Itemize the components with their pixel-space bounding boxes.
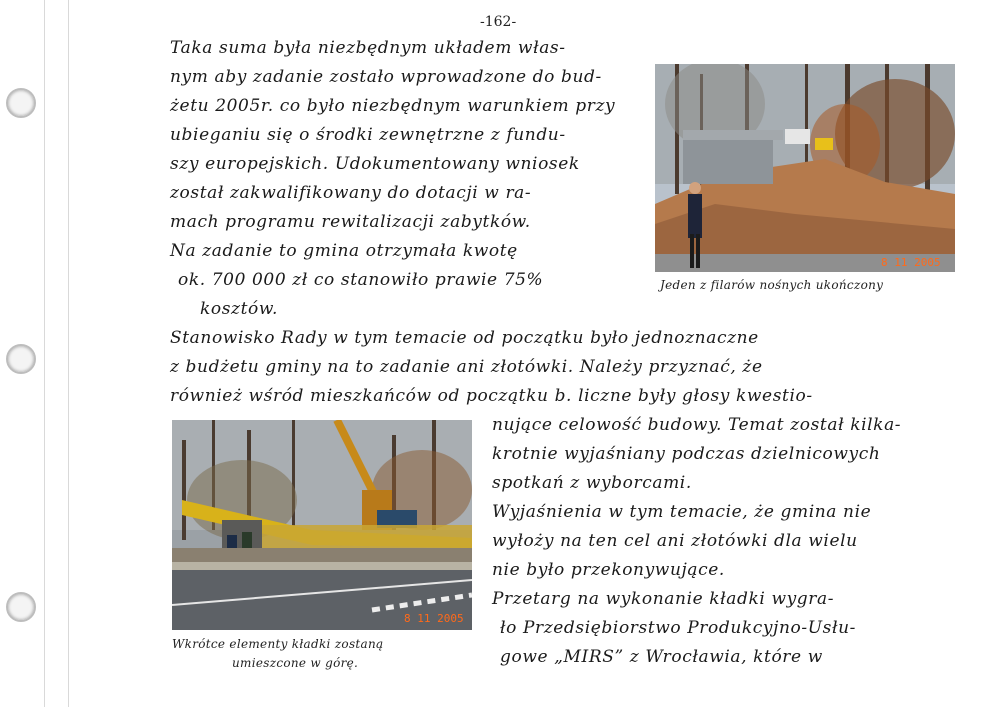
photo-bridge-pillar — [655, 64, 955, 272]
text-line: mach programu rewitalizacji zabytków. — [170, 212, 531, 232]
text-line: wyłoży na ten cel ani złotówki dla wielu — [492, 531, 858, 551]
text-line: nym aby zadanie zostało wprowadzone do bud- — [170, 67, 602, 87]
text-line: został zakwalifikowany do dotacji w ra- — [170, 183, 532, 203]
binder-hole — [6, 592, 36, 622]
text-line: ło Przedsiębiorstwo Produkcyjno-Usłu- — [500, 618, 856, 638]
text-line: Na zadanie to gmina otrzymała kwotę — [170, 241, 518, 261]
date-stamp: 8 11 2005 — [404, 612, 464, 625]
text-line: krotnie wyjaśniany podczas dzielnicowych — [492, 444, 881, 464]
text-line: szy europejskich. Udokumentowany wniosek — [170, 154, 580, 174]
text-line: gowe „MIRS” z Wrocławia, które w — [500, 647, 823, 667]
binder-hole — [6, 88, 36, 118]
margin-rule — [68, 0, 69, 707]
text-line: ubieganiu się o środki zewnętrzne z fundu- — [170, 125, 566, 145]
text-line: nujące celowość budowy. Temat został kilka- — [492, 415, 902, 435]
photo-caption: Wkrótce elementy kładki zostaną — [172, 637, 384, 651]
text-line: również wśród mieszkańców od początku b. liczne były głosy kwestio- — [170, 386, 813, 406]
text-line: Wyjaśnienia w tym temacie, że gmina nie — [492, 502, 872, 522]
text-line: z budżetu gminy na to zadanie ani złotówki. Należy przyznać, że — [170, 357, 763, 377]
photo-bridge-construction — [172, 420, 472, 630]
text-line: spotkań z wyborcami. — [492, 473, 692, 493]
date-stamp: 8 11 2005 — [881, 256, 941, 269]
text-line: Przetarg na wykonanie kładki wygra- — [492, 589, 835, 609]
photo-caption: Jeden z filarów nośnych ukończony — [660, 278, 884, 292]
text-line: ok. 700 000 zł co stanowiło prawie 75% — [178, 270, 544, 290]
margin-rule — [44, 0, 45, 707]
page-number: -162- — [480, 14, 517, 30]
text-line: żetu 2005r. co było niezbędnym warunkiem przy — [170, 96, 616, 116]
binder-hole — [6, 344, 36, 374]
text-line: Taka suma była niezbędnym układem włas- — [170, 38, 566, 58]
photo-caption: umieszcone w górę. — [232, 656, 359, 670]
text-line: Stanowisko Rady w tym temacie od początku było jednoznaczne — [170, 328, 759, 348]
text-line: kosztów. — [200, 299, 279, 319]
text-line: nie było przekonywujące. — [492, 560, 725, 580]
